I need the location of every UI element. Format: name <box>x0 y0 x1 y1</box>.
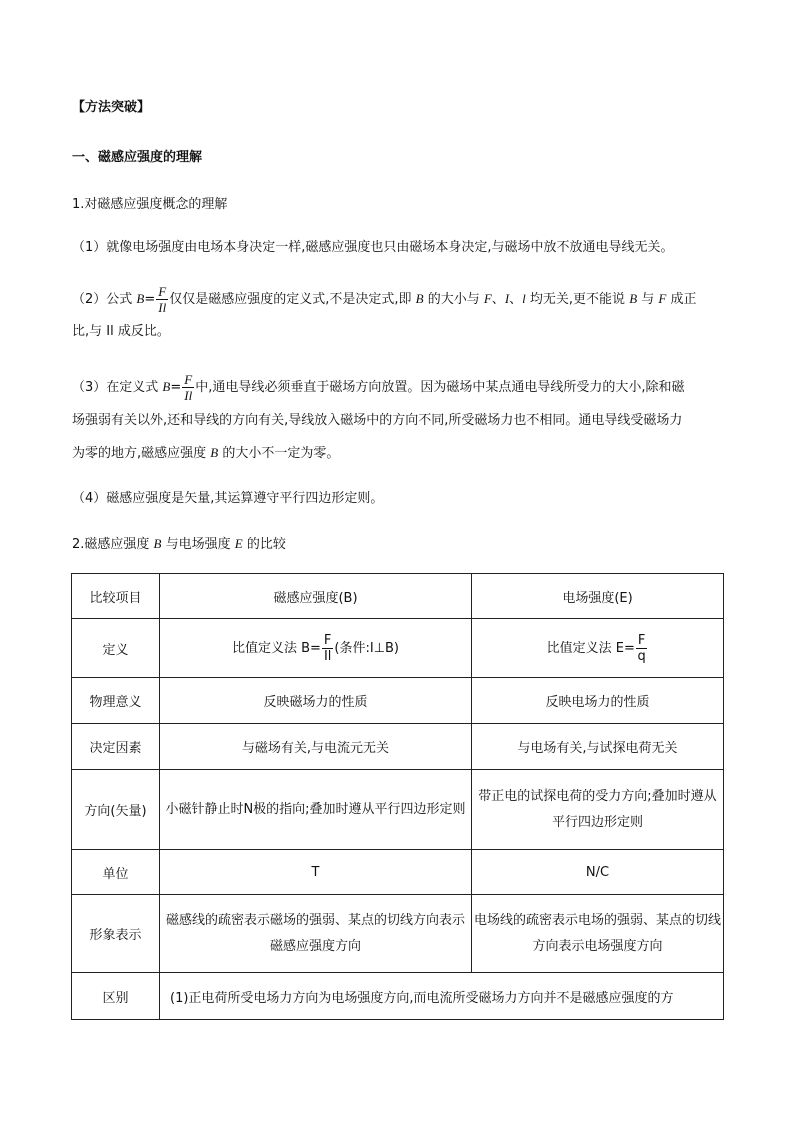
table-row <box>72 973 724 1020</box>
table-cell: 单位 <box>72 850 160 895</box>
fraction-numerator: F <box>158 284 167 299</box>
table-cell: 方向(矢量) <box>72 770 160 850</box>
definition-e-text: 比值定义法 E= <box>546 640 635 656</box>
sub2-mid: 与电场强度 <box>161 537 235 552</box>
table-row <box>72 724 724 770</box>
fraction-numerator: F <box>637 632 646 648</box>
var-e: E <box>234 536 243 551</box>
var-l: l <box>522 291 526 306</box>
table-cell: 磁感线的疏密表示磁场的强弱、某点的切线方向表示磁感应强度方向 <box>160 895 472 973</box>
table-cell: 反映电场力的性质 <box>472 678 724 724</box>
table-cell <box>160 619 472 678</box>
table-cell: 区别 <box>72 973 160 1020</box>
definition-e-fraction <box>636 634 647 663</box>
table-cell <box>472 619 724 678</box>
paragraph-3-line-1 <box>72 373 684 402</box>
definition-b-text: 比值定义法 B= <box>231 640 321 656</box>
p3-line3-post: 的大小不一定为零。 <box>218 446 340 461</box>
table-cell: 与磁场有关,与电流元无关 <box>160 724 472 770</box>
subsection-title-1: 1.对磁感应强度概念的理解 <box>72 197 228 212</box>
table-cell: (1)正电荷所受电场力方向为电场强度方向,而电流所受磁场力方向并不是磁感应强度的方 <box>160 973 724 1020</box>
table-cell: 与电场有关,与试探电荷无关 <box>472 724 724 770</box>
table-header-cell: 比较项目 <box>72 574 160 619</box>
fraction-denominator: q <box>637 648 646 664</box>
table-cell: N/C <box>472 850 724 895</box>
var-b: B <box>162 379 171 394</box>
p2-text-c: 均无关,更不能说 <box>525 292 630 307</box>
table-header-cell: 磁感应强度(B) <box>160 574 472 619</box>
definition-b-fraction <box>322 634 333 663</box>
var-b: B <box>629 291 638 306</box>
p2-text-b: 的大小与 <box>423 292 484 307</box>
table-cell: 形象表示 <box>72 895 160 973</box>
table-row <box>72 678 724 724</box>
table-cell: 带正电的试探电荷的受力方向;叠加时遵从平行四边形定则 <box>472 770 724 850</box>
fraction-denominator: Il <box>184 388 193 403</box>
table-row <box>72 895 724 973</box>
p3-line3-pre: 为零的地方,磁感应强度 <box>72 446 211 461</box>
table-cell: 反映磁场力的性质 <box>160 678 472 724</box>
table-row <box>72 619 724 678</box>
p3-tail: 中,通电导线必须垂直于磁场方向放置。因为磁场中某点通电导线所受力的大小,除和磁 <box>195 380 685 395</box>
method-heading: 【方法突破】 <box>72 100 151 115</box>
paragraph-4: （4）磁感应强度是矢量,其运算遵守平行四边形定则。 <box>72 491 384 506</box>
table-cell: 小磁针静止时N极的指向;叠加时遵从平行四边形定则 <box>160 770 472 850</box>
table-cell: 决定因素 <box>72 724 160 770</box>
table-row <box>72 850 724 895</box>
paragraph-2-line-1 <box>72 285 697 314</box>
section-title: 一、磁感应强度的理解 <box>72 150 203 165</box>
var-b: B <box>415 291 424 306</box>
fraction-denominator: Il <box>323 648 332 664</box>
fraction-numerator: F <box>184 372 193 387</box>
equals: = <box>144 292 156 307</box>
table-row <box>72 574 724 619</box>
table-cell: 定义 <box>72 619 160 678</box>
sub2-suffix: 的比较 <box>242 537 286 552</box>
fraction-denominator: Il <box>158 300 167 315</box>
var-i: I <box>504 291 510 306</box>
table-cell: T <box>160 850 472 895</box>
paragraph-1: （1）就像电场强度由电场本身决定一样,磁感应强度也只由磁场本身决定,与磁场中放不放通电导线无关。 <box>72 240 674 255</box>
formula-b-fraction <box>182 373 194 402</box>
definition-b-condition: (条件:I⊥B) <box>334 640 400 656</box>
var-b: B <box>136 291 145 306</box>
table-cell: 电场线的疏密表示电场的强弱、某点的切线方向表示电场强度方向 <box>472 895 724 973</box>
p3-prefix: （3）在定义式 <box>72 380 163 395</box>
paragraph-3-line-3 <box>72 443 339 464</box>
equals: = <box>170 380 182 395</box>
var-f: F <box>658 291 667 306</box>
p2-tail: 成正 <box>666 292 697 307</box>
var-f: F <box>483 291 492 306</box>
formula-b-fraction <box>156 285 168 314</box>
separator: 、 <box>491 292 505 307</box>
paragraph-3-line-2: 场强弱有关以外,还和导线的方向有关,导线放入磁场中的方向不同,所受磁场力也不相同。通电导线受磁场力 <box>72 413 683 428</box>
comparison-table <box>71 573 724 1020</box>
table-cell: 物理意义 <box>72 678 160 724</box>
paragraph-2-line-2: 比,与 Il 成反比。 <box>72 324 170 339</box>
var-b: B <box>153 536 162 551</box>
fraction-numerator: F <box>323 632 332 648</box>
p2-prefix: （2）公式 <box>72 292 137 307</box>
p2-text-d: 与 <box>637 292 659 307</box>
separator: 、 <box>509 292 523 307</box>
p2-text-a: 仅仅是磁感应强度的定义式,不是决定式,即 <box>169 292 416 307</box>
sub2-prefix: 2.磁感应强度 <box>72 537 154 552</box>
subsection-title-2 <box>72 534 286 555</box>
table-header-cell: 电场强度(E) <box>472 574 724 619</box>
var-b: B <box>210 445 219 460</box>
table-row <box>72 770 724 850</box>
